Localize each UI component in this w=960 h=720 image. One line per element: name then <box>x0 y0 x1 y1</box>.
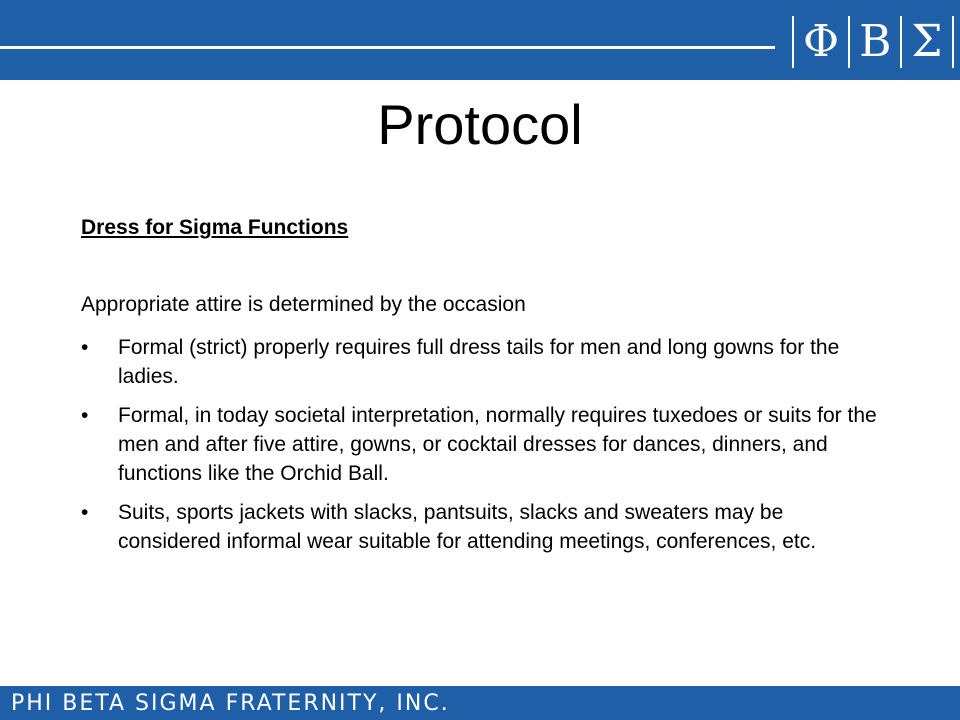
bullet-item <box>81 498 881 556</box>
bullet-icon: • <box>81 336 89 359</box>
greek-letters-logo <box>792 16 954 68</box>
slide-title: Protocol <box>377 93 583 156</box>
footer-banner <box>0 686 960 720</box>
section-heading: Dress for Sigma Functions <box>81 216 349 239</box>
bullet-item <box>81 333 881 391</box>
logo-letter-phi: Φ <box>803 16 840 67</box>
bullet-text: Formal (strict) properly requires full dress tails for men and long gowns for the ladies. <box>118 336 840 388</box>
letter-divider <box>952 16 954 68</box>
bullet-text: Suits, sports jackets with slacks, pantsuits, slacks and sweaters may be considered informal wear suitable for attending meetings, conferences, etc. <box>118 501 817 553</box>
organization-name: PHI BETA SIGMA FRATERNITY, INC. <box>11 691 450 716</box>
header-rule <box>0 46 775 49</box>
bullet-list <box>81 333 881 566</box>
top-banner <box>0 0 960 80</box>
bullet-text: Formal, in today societal interpretation, normally requires tuxedoes or suits for the men and after five attire, gowns, or cocktail dresses for dances, dinners, and functions like the Orchid Ball. <box>118 404 877 485</box>
bullet-icon: • <box>81 404 89 427</box>
intro-text: Appropriate attire is determined by the occasion <box>81 293 526 316</box>
bullet-item <box>81 401 881 488</box>
logo-letter-sigma: Σ <box>911 16 943 67</box>
logo-letter-beta: Β <box>859 16 892 67</box>
bullet-icon: • <box>81 501 89 524</box>
